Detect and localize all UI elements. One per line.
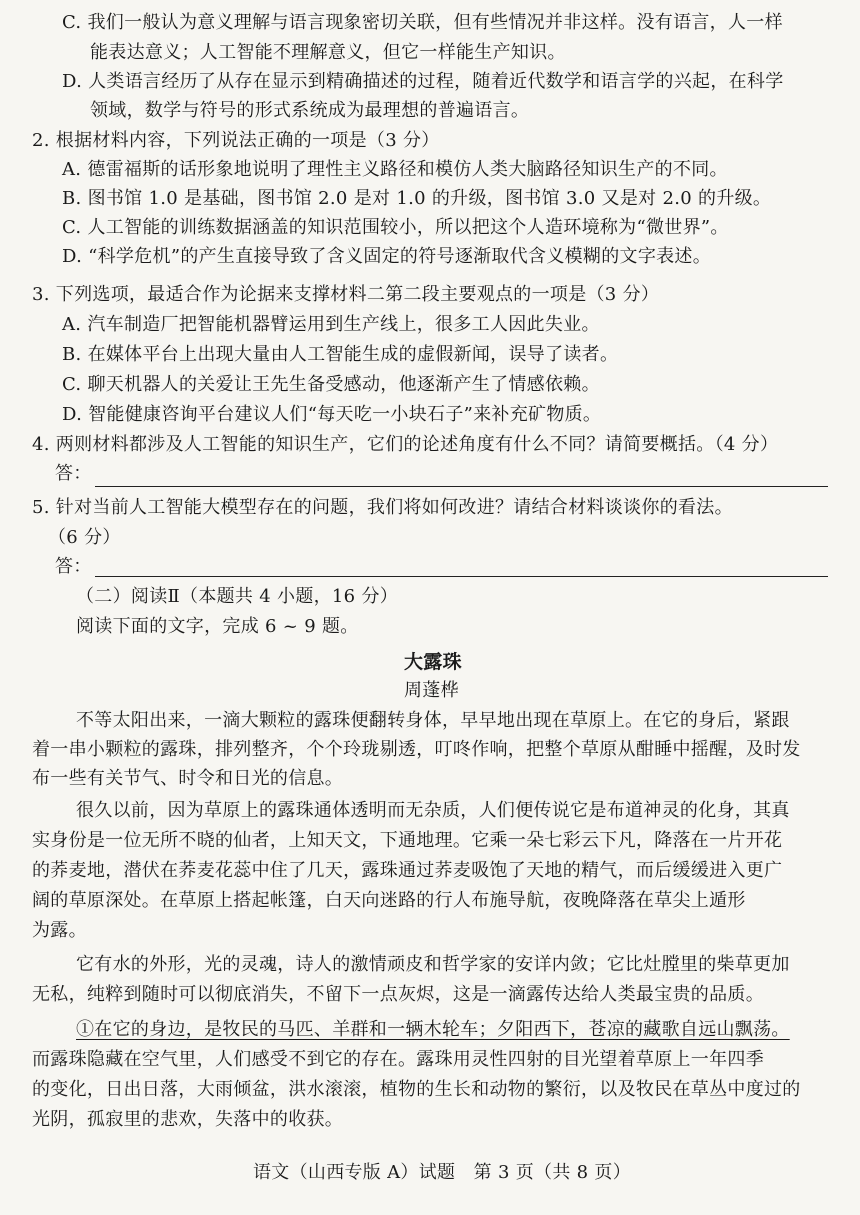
section-heading: （二）阅读Ⅱ（本题共 4 小题，16 分） xyxy=(76,586,399,607)
q5-stem-line1: 5. 针对当前人工智能大模型存在的问题，我们将如何改进？请结合材料谈谈你的看法。 xyxy=(32,497,733,518)
q3-option-c: C. 聊天机器人的关爱让王先生备受感动，他逐渐产生了情感依赖。 xyxy=(62,374,600,395)
essay-p4-line3: 的变化，日出日落，大雨倾盆，洪水滚滚，植物的生长和动物的繁衍，以及牧民在草丛中度过的 xyxy=(32,1079,801,1100)
q2-option-a: A. 德雷福斯的话形象地说明了理性主义路径和模仿人类大脑路径知识生产的不同。 xyxy=(62,159,728,180)
essay-author: 周蓬桦 xyxy=(404,680,459,701)
q2-stem: 2. 根据材料内容，下列说法正确的一项是（3 分） xyxy=(32,130,440,151)
essay-p1-line2: 着一串小颗粒的露珠，排列整齐，个个玲珑剔透，叮咚作响，把整个草原从酣睡中摇醒，及时发 xyxy=(32,739,801,760)
q1-option-c-line2: 能表达意义；人工智能不理解意义，但它一样能生产知识。 xyxy=(90,42,566,63)
essay-p4-underlined-sentence: ①在它的身边，是牧民的马匹、羊群和一辆木轮车；夕阳西下，苍凉的藏歌自远山飘荡。 xyxy=(76,1019,790,1040)
q3-stem: 3. 下列选项，最适合作为论据来支撑材料二第二段主要观点的一项是（3 分） xyxy=(32,284,660,305)
q2-option-d: D. “科学危机”的产生直接导致了含义固定的符号逐渐取代含义模糊的文字表述。 xyxy=(62,246,712,267)
q1-option-d-line2: 领域，数学与符号的形式系统成为最理想的普遍语言。 xyxy=(90,100,530,121)
essay-p2-line2: 实身份是一位无所不晓的仙者，上知天文，下通地理。它乘一朵七彩云下凡，降落在一片开花 xyxy=(32,830,783,851)
q5-stem-line2: （6 分） xyxy=(48,527,121,548)
q2-option-b: B. 图书馆 1.0 是基础，图书馆 2.0 是对 1.0 的升级，图书馆 3.0 又是对 2.0 的升级。 xyxy=(62,188,772,209)
essay-p1-line3: 布一些有关节气、时令和日光的信息。 xyxy=(32,768,344,789)
q3-option-d: D. 智能健康咨询平台建议人们“每天吃一小块石子”来补充矿物质。 xyxy=(62,404,602,425)
essay-p4-line4: 光阴，孤寂里的悲欢，失落中的收获。 xyxy=(32,1109,344,1130)
q5-answer-label: 答： xyxy=(55,556,92,577)
q5-answer-line[interactable] xyxy=(95,576,828,577)
essay-p2-line3: 的荞麦地，潜伏在荞麦花蕊中住了几天，露珠通过荞麦吸饱了天地的精气，而后缓缓进入更广 xyxy=(32,860,783,881)
essay-p2-line4: 阔的草原深处。在草原上搭起帐篷，白天向迷路的行人布施导航，夜晚降落在草尖上遁形 xyxy=(32,890,746,911)
q2-option-c: C. 人工智能的训练数据涵盖的知识范围较小，所以把这个人造环境称为“微世界”。 xyxy=(62,217,729,238)
q1-option-d-line1: D. 人类语言经历了从存在显示到精确描述的过程，随着近代数学和语言学的兴起，在科学 xyxy=(62,71,784,92)
section-instruction: 阅读下面的文字，完成 6 ~ 9 题。 xyxy=(76,616,359,637)
q1-option-c-line1: C. 我们一般认为意义理解与语言现象密切关联，但有些情况并非这样。没有语言，人一样 xyxy=(62,12,783,33)
q3-option-b: B. 在媒体平台上出现大量由人工智能生成的虚假新闻，误导了读者。 xyxy=(62,344,619,365)
q4-stem: 4. 两则材料都涉及人工智能的知识生产，它们的论述角度有什么不同？请简要概括。（4 分） xyxy=(32,434,779,455)
essay-p3-line1: 它有水的外形，光的灵魂，诗人的激情顽皮和哲学家的安详内敛；它比灶膛里的柴草更加 xyxy=(76,954,790,975)
q3-option-a: A. 汽车制造厂把智能机器臂运用到生产线上，很多工人因此失业。 xyxy=(62,314,600,335)
q4-answer-label: 答： xyxy=(55,463,92,484)
essay-title: 大露珠 xyxy=(404,651,462,673)
essay-p4-line2: 而露珠隐藏在空气里，人们感受不到它的存在。露珠用灵性四射的目光望着草原上一年四季 xyxy=(32,1049,764,1070)
q4-answer-line[interactable] xyxy=(95,486,828,487)
essay-p2-line5: 为露。 xyxy=(32,920,87,941)
page-footer: 语文（山西专版 A）试题 第 3 页（共 8 页） xyxy=(253,1162,632,1183)
essay-p2-line1: 很久以前，因为草原上的露珠通体透明而无杂质，人们便传说它是布道神灵的化身，其真 xyxy=(76,800,790,821)
essay-p3-line2: 无私，纯粹到随时可以彻底消失，不留下一点灰烬，这是一滴露传达给人类最宝贵的品质。 xyxy=(32,984,764,1005)
essay-p1-line1: 不等太阳出来，一滴大颗粒的露珠便翻转身体，早早地出现在草原上。在它的身后，紧跟 xyxy=(76,710,790,731)
